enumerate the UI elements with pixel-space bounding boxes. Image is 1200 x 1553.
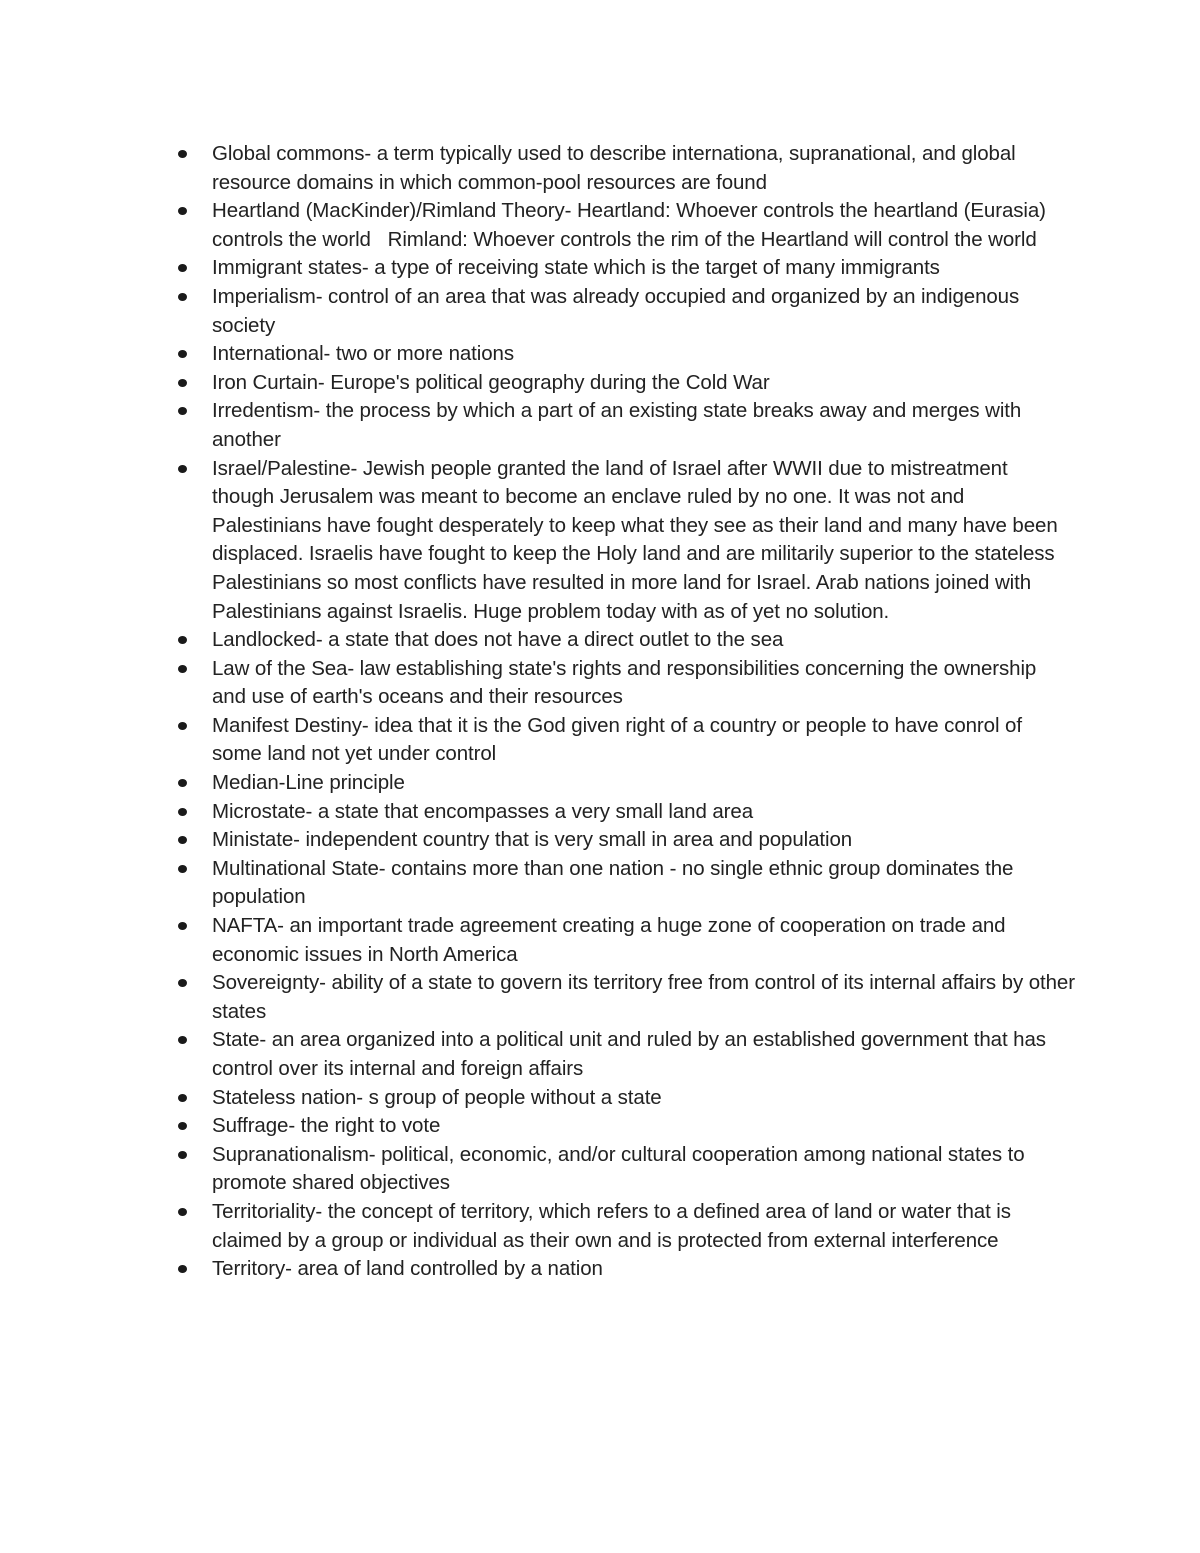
list-item-text: NAFTA- an important trade agreement creating a huge zone of cooperation on trade and economic issues in North America <box>212 914 1012 966</box>
list-item <box>175 655 1075 712</box>
list-item <box>175 826 1075 855</box>
bullet-dot-icon <box>178 264 187 272</box>
list-item <box>175 1198 1075 1255</box>
list-item-text: Microstate- a state that encompasses a very small land area <box>212 799 754 823</box>
list-item <box>175 254 1075 283</box>
bullet-dot-icon <box>178 922 187 930</box>
bullet-dot-icon <box>178 636 187 644</box>
list-item <box>175 455 1075 627</box>
list-item-text: Israel/Palestine- Jewish people granted the land of Israel after WWII due to mistreatment though Jerusalem was meant to become an enclave ruled by no one. It was not and Palestinians have fought desperately to keep what they see as their land and many have been displaced. Israelis have fought to keep the Holy land and are militarily superior to the stateless Palestinians so most conflicts have resulted in more land for Israel. Arab nations joined with Palestinians against Israelis. Huge problem today with as of yet no solution. <box>212 456 1064 623</box>
list-item <box>175 1084 1075 1113</box>
list-item <box>175 855 1075 912</box>
bullet-dot-icon <box>178 1122 187 1130</box>
bullet-dot-icon <box>178 465 187 473</box>
bullet-dot-icon <box>178 722 187 730</box>
list-item-text: Imperialism- control of an area that was already occupied and organized by an indigenous society <box>212 284 1025 337</box>
list-item-text: Heartland (MacKinder)/Rimland Theory- Heartland: Whoever controls the heartland (Eurasia) controls the world Rimland: Whoever controls the rim of the Heartland will control the world <box>212 199 1052 251</box>
bullet-dot-icon <box>178 1094 187 1102</box>
list-item-text: Territory- area of land controlled by a nation <box>212 1257 603 1281</box>
bullet-dot-icon <box>178 379 187 387</box>
list-item <box>175 140 1075 197</box>
list-item <box>175 369 1075 398</box>
list-item <box>175 912 1075 969</box>
list-item-text: International- two or more nations <box>212 342 514 366</box>
list-item <box>175 340 1075 369</box>
list-item <box>175 397 1075 454</box>
list-item-text: Manifest Destiny- idea that it is the God given right of a country or people to have conrol of some land not yet under control <box>212 713 1028 766</box>
list-item <box>175 798 1075 827</box>
bullet-dot-icon <box>178 665 187 673</box>
bullet-dot-icon <box>178 207 187 215</box>
bullet-dot-icon <box>178 1208 187 1216</box>
list-item <box>175 626 1075 655</box>
bullet-dot-icon <box>178 1151 187 1159</box>
list-item <box>175 969 1081 1026</box>
list-item-text: Ministate- independent country that is very small in area and population <box>212 828 853 852</box>
bullet-dot-icon <box>178 779 187 787</box>
bullet-dot-icon <box>178 293 187 301</box>
bullet-dot-icon <box>178 808 187 816</box>
list-item <box>175 769 1075 798</box>
list-item-text: Immigrant states- a type of receiving state which is the target of many immigrants <box>212 256 940 280</box>
bullet-dot-icon <box>178 350 187 358</box>
list-item <box>175 1141 1075 1198</box>
list-item-text: Iron Curtain- Europe's political geography during the Cold War <box>212 370 770 394</box>
list-item-text: Multinational State- contains more than one nation - no single ethnic group dominates the population <box>212 856 1019 909</box>
list-item <box>175 1112 1075 1141</box>
bullet-dot-icon <box>178 836 187 844</box>
bullet-dot-icon <box>178 407 187 415</box>
list-item <box>175 1255 1075 1284</box>
list-item-text: Stateless nation- s group of people without a state <box>212 1085 662 1109</box>
list-item-text: Global commons- a term typically used to describe internationa, supranational, and global resource domains in which common-pool resources are found <box>212 142 1022 194</box>
bullet-dot-icon <box>178 150 187 158</box>
list-item-text: Suffrage- the right to vote <box>212 1114 441 1138</box>
list-item-text: State- an area organized into a political unit and ruled by an established government that has control over its internal and foreign affairs <box>212 1028 1052 1080</box>
list-item-text: Territoriality- the concept of territory, which refers to a defined area of land or water that is claimed by a group or individual as their own and is protected from external interference <box>212 1199 1017 1252</box>
list-item-text: Law of the Sea- law establishing state's rights and responsibilities concerning the ownership and use of earth's oceans and their resources <box>212 656 1042 709</box>
bullet-dot-icon <box>178 865 187 873</box>
term-list <box>175 140 1081 1284</box>
list-item-text: Median-Line principle <box>212 771 405 795</box>
bullet-dot-icon <box>178 979 187 987</box>
list-item <box>175 712 1075 769</box>
list-item-text: Sovereignty- ability of a state to govern its territory free from control of its internal affairs by other states <box>212 971 1081 1023</box>
list-item <box>175 283 1075 340</box>
list-item <box>175 1026 1075 1083</box>
list-item <box>175 197 1075 254</box>
list-item-text: Irredentism- the process by which a part of an existing state breaks away and merges with another <box>212 399 1027 451</box>
bullet-dot-icon <box>178 1265 187 1273</box>
bullet-dot-icon <box>178 1036 187 1044</box>
list-item-text: Landlocked- a state that does not have a direct outlet to the sea <box>212 628 784 652</box>
list-item-text: Supranationalism- political, economic, and/or cultural cooperation among national states to promote shared objectives <box>212 1142 1031 1195</box>
